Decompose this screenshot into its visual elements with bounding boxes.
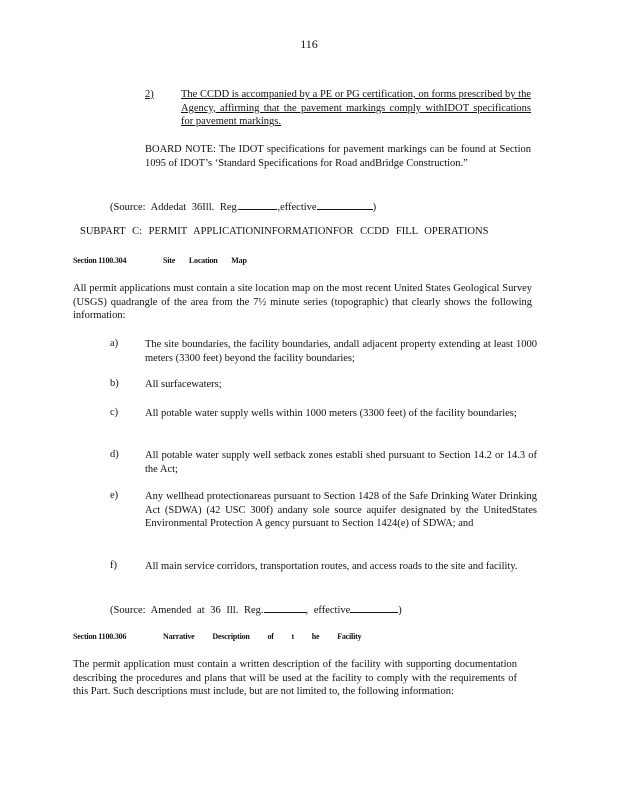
item-d-text: All potable water supply well setback zones establi shed pursuant to Section 14.2 or 14.3 of the Act; bbox=[145, 450, 537, 475]
page-number: 116 bbox=[300, 37, 318, 51]
item-f-label: f) bbox=[110, 560, 117, 571]
item-c-text: All potable water supply wells within 1000 meters (3300 feet) of the facility boundaries; bbox=[145, 408, 517, 419]
item-e-text: Any wellhead protectionareas pursuant to Section 1428 of the Safe Drinking Water Drinking Act (SDWA) (42 USC 300f) andany sole source aquifer designated by the UnitedStates Environmental Protection A gency pursuant to Section 1424(e) of SDWA; and bbox=[145, 491, 537, 530]
board-note: BOARD NOTE: The IDOT specifications for pavement markings can be found at Section 1095 of IDOT’s ‘Standard Specifications for Road andBridge Construction.” bbox=[145, 144, 531, 169]
item-f-text: All main service corridors, transportation routes, and access roads to the site and facility. bbox=[145, 561, 518, 572]
subpart-heading: SUBPART C: PERMIT APPLICATIONINFORMATIONFOR CCDD FILL OPERATIONS bbox=[80, 226, 489, 237]
source-note-1-close: ) bbox=[372, 202, 377, 213]
source-note-2-reg-blank bbox=[264, 602, 306, 613]
source-note-1-prefix: (Source: Addedat 36Ill. Reg. bbox=[110, 202, 240, 213]
source-note-1-effective: ,effective bbox=[277, 202, 317, 213]
source-note-2-effective: , effective bbox=[305, 605, 351, 616]
item-a-label: a) bbox=[110, 338, 119, 349]
source-note-2-effective-blank bbox=[350, 602, 398, 613]
item-b-text: All surfacewaters; bbox=[145, 379, 222, 390]
source-note-1 bbox=[110, 199, 376, 215]
item-2-text: The CCDD is accompanied by a PE or PG certification, on forms prescribed by the Agency, affirming that the pavement markings comply withIDOT specifications for pavement markings. bbox=[181, 89, 531, 128]
section-306-intro: The permit application must contain a written description of the facility with supporting documentation describing the procedures and plans that will be used at the facility to comply with the requirements of this Part. Such descriptions must include, but are not limited to, the following information: bbox=[73, 659, 517, 698]
source-note-2 bbox=[110, 602, 402, 618]
section-304-intro: All permit applications must contain a site location map on the most recent United States Geological Survey (USGS) quadrangle of the area from the 7½ minute series (topographic) that clearly shows the following information: bbox=[73, 283, 532, 322]
source-note-2-prefix: (Source: Amended at 36 Ill. Reg. bbox=[110, 605, 264, 616]
item-e-label: e) bbox=[110, 490, 119, 501]
item-b-label: b) bbox=[110, 378, 119, 389]
section-304-number: Section 1100.304 bbox=[73, 256, 127, 265]
item-c-label: c) bbox=[110, 407, 119, 418]
item-d-label: d) bbox=[110, 449, 119, 460]
section-306-title: Narrative Description of t he Facility bbox=[163, 632, 362, 641]
source-note-1-reg-blank bbox=[239, 199, 277, 210]
item-2-label: 2) bbox=[145, 89, 154, 100]
item-a-text: The site boundaries, the facility boundaries, andall adjacent property extending at least 1000 meters (3300 feet) beyond the facility boundaries; bbox=[145, 339, 537, 364]
source-note-2-close: ) bbox=[398, 605, 402, 616]
source-note-1-effective-blank bbox=[317, 199, 373, 210]
section-306-number: Section 1100.306 bbox=[73, 632, 127, 641]
section-304-title: Site Location Map bbox=[163, 256, 247, 265]
